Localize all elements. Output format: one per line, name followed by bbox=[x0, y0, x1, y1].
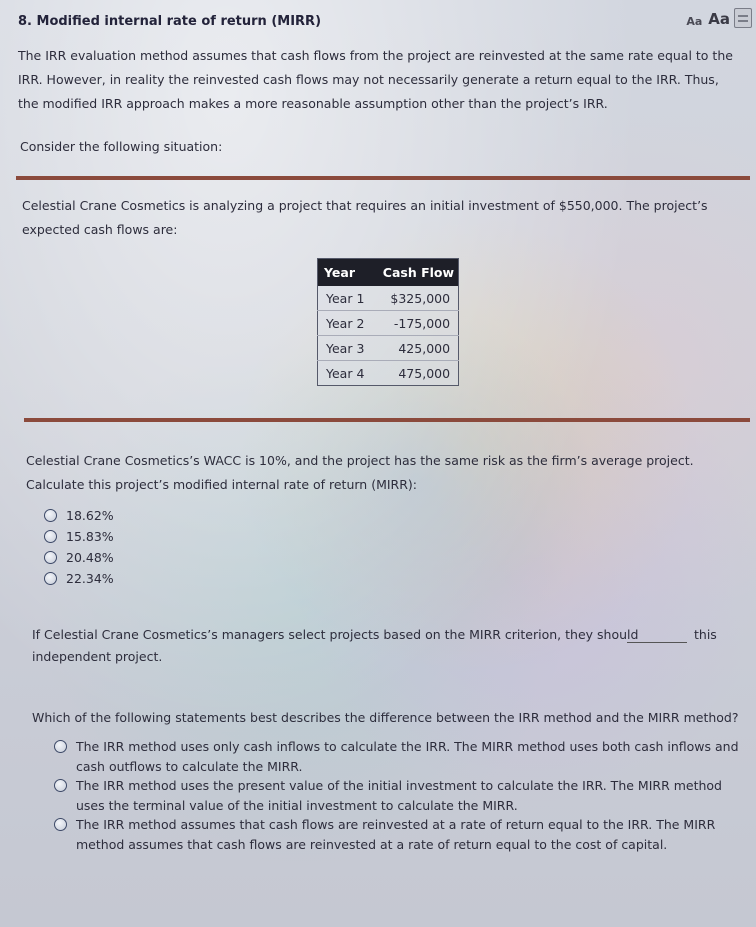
statement-label: The IRR method assumes that cash flows are reinvested at a rate of return equal to the IRR. The MIRR method assumes that cash flows are reinvested at a rate of return equal to the cost of capital. bbox=[76, 817, 716, 852]
project-description: Celestial Crane Cosmetics is analyzing a project that requires an initial investment of $550,000. The project’s expected cash flows are: bbox=[22, 198, 708, 237]
mirr-option[interactable] bbox=[44, 568, 114, 589]
year-cell: Year 1 bbox=[318, 286, 373, 311]
radio-button[interactable] bbox=[44, 530, 57, 543]
mirr-option[interactable] bbox=[44, 526, 114, 547]
document-icon[interactable] bbox=[734, 8, 752, 28]
decision-prompt: If Celestial Crane Cosmetics’s managers select projects based on the MIRR criterion, they should bbox=[32, 627, 639, 642]
decision-continuation: independent project. bbox=[32, 649, 163, 664]
font-size-controls bbox=[686, 10, 730, 28]
irr-vs-mirr-options bbox=[54, 737, 754, 854]
decision-after-blank: this bbox=[694, 627, 717, 642]
font-increase-button[interactable]: Aa bbox=[708, 10, 730, 28]
year-cell: Year 4 bbox=[326, 365, 365, 381]
radio-button[interactable] bbox=[44, 551, 57, 564]
radio-button[interactable] bbox=[54, 779, 67, 792]
option-label: 20.48% bbox=[66, 550, 114, 565]
radio-button[interactable] bbox=[44, 572, 57, 585]
question-title: 8. Modified internal rate of return (MIRR) bbox=[18, 14, 322, 29]
font-decrease-button[interactable]: Aa bbox=[686, 15, 703, 28]
statement-label: The IRR method uses the present value of the initial investment to calculate the IRR. The MIRR method uses the terminal value of the initial investment to calculate the MIRR. bbox=[76, 778, 722, 813]
table-row bbox=[318, 311, 459, 336]
option-label: 18.62% bbox=[66, 508, 114, 523]
irr-vs-mirr-prompt: Which of the following statements best describes the difference between the IRR method and the MIRR method? bbox=[32, 710, 739, 725]
cash-flow-cell: -175,000 bbox=[372, 311, 458, 336]
section-divider bbox=[16, 176, 750, 180]
mirr-option[interactable] bbox=[44, 505, 114, 526]
statement-option[interactable] bbox=[54, 815, 754, 854]
cash-flow-table bbox=[317, 258, 459, 386]
year-cell: Year 3 bbox=[318, 336, 373, 361]
radio-button[interactable] bbox=[44, 509, 57, 522]
section-divider bbox=[24, 418, 750, 422]
cash-flow-cell: 475,000 bbox=[398, 365, 451, 381]
table-row bbox=[318, 286, 459, 311]
radio-button[interactable] bbox=[54, 818, 67, 831]
decision-question bbox=[32, 624, 732, 668]
cash-flow-cell: 425,000 bbox=[372, 336, 458, 361]
table-header-cash-flow: Cash Flow bbox=[372, 259, 458, 287]
statement-option[interactable] bbox=[54, 776, 754, 815]
mirr-option[interactable] bbox=[44, 547, 114, 568]
radio-button[interactable] bbox=[54, 740, 67, 753]
cash-flow-cell: $325,000 bbox=[372, 286, 458, 311]
statement-label: The IRR method uses only cash inflows to calculate the IRR. The MIRR method uses both cash inflows and cash outflows to calculate the MIRR. bbox=[76, 739, 739, 774]
intro-paragraph: The IRR evaluation method assumes that cash flows from the project are reinvested at the same rate equal to the IRR. However, in reality the reinvested cash flows may not necessarily generate a return equal to the IRR. Thus, the modified IRR approach makes a more reasonable assumption other than the project’s IRR. bbox=[18, 48, 733, 111]
table-row bbox=[318, 336, 459, 361]
table-row bbox=[318, 361, 459, 386]
statement-option[interactable] bbox=[54, 737, 754, 776]
mirr-options bbox=[44, 505, 114, 589]
option-label: 15.83% bbox=[66, 529, 114, 544]
table-header-year: Year bbox=[318, 259, 373, 287]
mirr-question-prompt: Celestial Crane Cosmetics’s WACC is 10%, and the project has the same risk as the firm’s average project. Calculate this project’s modified internal rate of return (MIRR): bbox=[26, 453, 694, 492]
option-label: 22.34% bbox=[66, 571, 114, 586]
decision-blank-dropdown[interactable] bbox=[627, 642, 687, 643]
year-cell: Year 2 bbox=[318, 311, 373, 336]
consider-label: Consider the following situation: bbox=[20, 139, 223, 154]
